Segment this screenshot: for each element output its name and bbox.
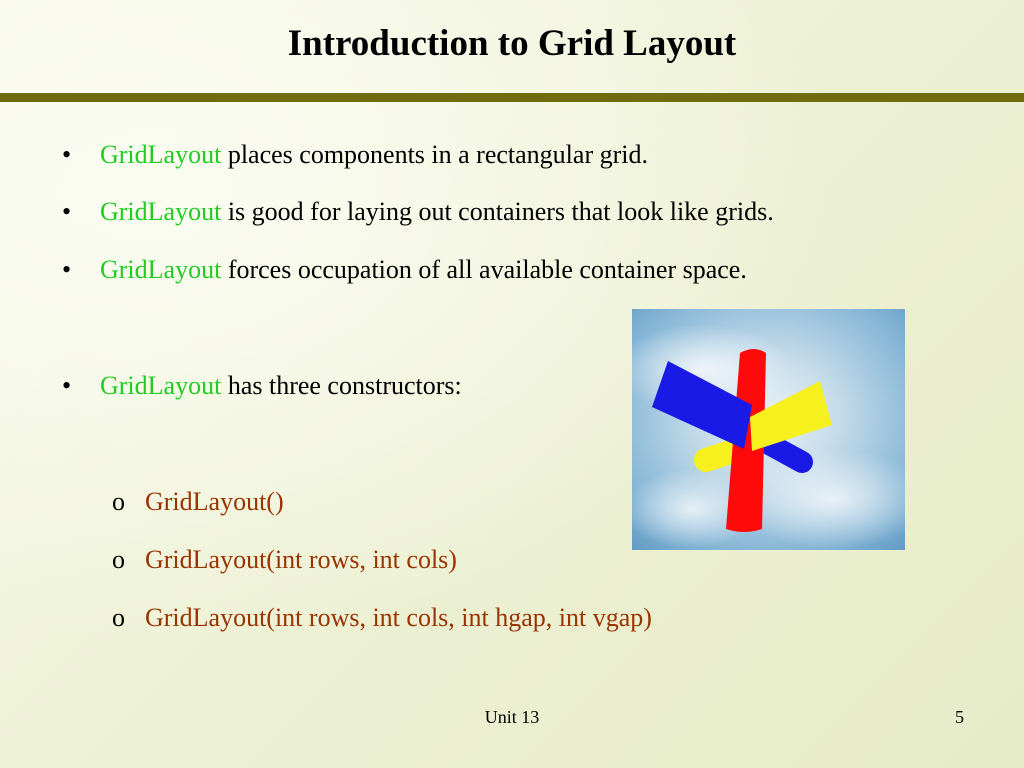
pinwheel-icon (632, 309, 905, 550)
bullet-marker: • (62, 371, 72, 400)
page-number: 5 (955, 707, 964, 727)
bullet-marker: • (62, 197, 72, 226)
bullet-item (62, 139, 648, 171)
slide-title: Introduction to Grid Layout (287, 23, 737, 64)
footer-unit: Unit 13 (484, 707, 540, 727)
title-divider (0, 93, 1024, 102)
constructor-signature: GridLayout() (145, 487, 284, 516)
constructor-signature: GridLayout(int rows, int cols, int hgap, int vgap) (145, 603, 652, 632)
bullet-text: has three constructors: (221, 371, 462, 400)
bullet-item (62, 196, 774, 228)
bullet-keyword: GridLayout (100, 140, 222, 169)
sub-bullet-marker: o (112, 603, 125, 632)
bullet-text: forces occupation of all available container space. (221, 255, 747, 284)
bullet-text: places components in a rectangular grid. (221, 140, 648, 169)
bullet-item (62, 370, 462, 402)
bullet-keyword: GridLayout (100, 197, 222, 226)
bullet-keyword: GridLayout (100, 371, 222, 400)
constructor-item (112, 544, 457, 576)
bullet-text: is good for laying out containers that look like grids. (221, 197, 774, 226)
constructor-item (112, 486, 284, 518)
bullet-marker: • (62, 140, 72, 169)
bullet-item (62, 254, 747, 286)
constructor-signature: GridLayout(int rows, int cols) (145, 545, 457, 574)
constructor-item (112, 602, 652, 634)
pinwheel-image (632, 309, 905, 550)
sub-bullet-marker: o (112, 545, 125, 574)
bullet-marker: • (62, 255, 72, 284)
sub-bullet-marker: o (112, 487, 125, 516)
bullet-keyword: GridLayout (100, 255, 222, 284)
